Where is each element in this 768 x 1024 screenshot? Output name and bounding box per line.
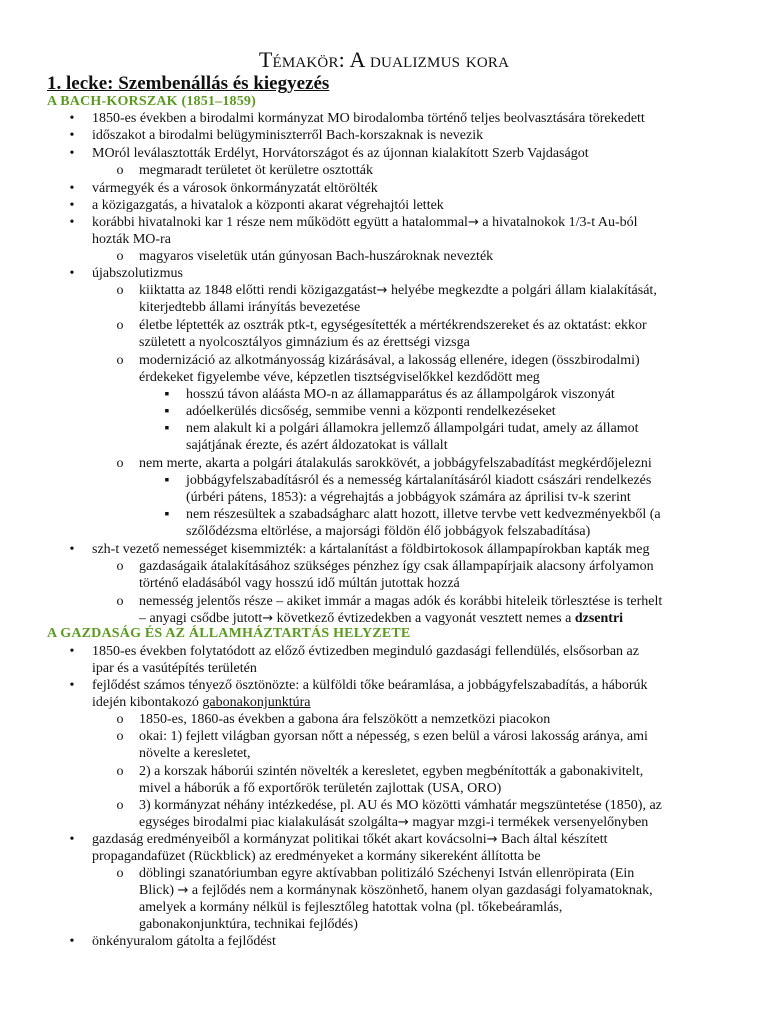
sub-bullet-icon [113,455,127,472]
arrow-icon: → [397,815,409,830]
nested-list-item-continuation: (úrbéri pátens, 1853): a végrehajtás a jobbágyok számára az áprilisi tv-k szerint [186,490,631,505]
sub-list-item-continuation: született a nyolcosztályos gimnázium és az érettségi vizsga [139,335,470,350]
arrow-icon: → [486,832,498,847]
square-bullet-icon [160,472,174,489]
arrow-icon: → [376,283,388,298]
list-item-continuation: hozták MO-ra [92,232,171,247]
sub-bullet-icon [113,763,127,780]
square-bullet-icon [160,420,174,437]
sub-bullet-icon [113,352,127,369]
lesson-heading: 1. lecke: Szembenállás és kiegyezés [47,73,330,94]
list-item: szh-t vezető nemességet kisemmizték: a kártalanítást a földbirtokosok állampapírokban kapták meg [92,542,650,557]
sub-list-item-continuation: egységes birodalmi piac kialakulását szolgálta→ magyar mzgi-i termékek versenyelőnyben [139,815,649,830]
nested-list-item: adóelkerülés dicsőség, semmibe venni a központi rendelkezéseket [186,404,556,419]
square-bullet-icon [160,403,174,420]
sub-bullet-icon [113,797,127,814]
sub-list-item: magyaros viseletük után gúnyosan Bach-huszároknak nevezték [139,249,494,264]
list-item: a közigazgatás, a hivatalok a központi akarat végrehajtói lettek [92,198,444,213]
section-heading-bach-era: A BACH-KORSZAK (1851–1859) [47,94,256,109]
bullet-icon [65,214,79,231]
bullet-icon [65,831,79,848]
sub-list-item: 3) kormányzat néhány intézkedése, pl. AU és MO közötti vámhatár megszüntetése (1850), az [139,798,662,813]
sub-list-item: modernizáció az alkotmányosság kizárásával, a lakosság ellenére, idegen (összbirodalmi) [139,353,640,368]
sub-list-item: okai: 1) fejlett világban gyorsan nőtt a népesség, s ezen belül a városi lakosság aránya, ami [139,729,648,744]
nested-list-item-continuation: sajátjának érezte, és azért áldozatokat is vállalt [186,438,448,453]
sub-bullet-icon [113,593,127,610]
sub-list-item-continuation: mivel a háborúk a fő exportőrök területén zajlottak (USA, ORO) [139,781,502,796]
bullet-icon [65,197,79,214]
sub-bullet-icon [113,865,127,882]
bullet-icon [65,265,79,282]
list-item: újabszolutizmus [92,266,183,281]
sub-bullet-icon [113,558,127,575]
sub-list-item: 1850-es, 1860-as években a gabona ára felszökött a nemzetközi piacokon [139,712,551,727]
sub-list-item-continuation: amelyek a kormány nélkül is fejlesztőleg hatottak volna (pl. tőkebeáramlás, [139,900,563,915]
sub-bullet-icon [113,248,127,265]
bullet-icon [65,541,79,558]
list-item: időszakot a birodalmi belügyminiszterről Bach-korszaknak is nevezik [92,128,484,143]
arrow-icon: → [177,883,189,898]
sub-bullet-icon [113,282,127,299]
list-item: MOról leválasztották Erdélyt, Horvátországot és az újonnan kialakított Szerb Vajdaságot [92,146,589,161]
bullet-icon [65,127,79,144]
square-bullet-icon [160,386,174,403]
sub-list-item: életbe léptették az osztrák ptk-t, egységesítették a mértékrendszereket és az oktatást: ekkor [139,318,647,333]
bullet-icon [65,643,79,660]
nested-list-item: jobbágyfelszabadításról és a nemesség kártalanításáról kiadott császári rendelkezés [186,473,652,488]
sub-list-item: kiiktatta az 1848 előtti rendi közigazgatást→ helyébe megkezdte a polgári állam kialakítását, [139,283,657,298]
sub-bullet-icon [113,162,127,179]
sub-list-item-continuation: növelte a keresletet, [139,746,251,761]
sub-list-item: gazdaságaik átalakításához szükséges pénzhez így csak állampapírjaik alacsony árfolyamon [139,559,654,574]
sub-list-item-continuation: kiterjedtebb állami irányítás bevezetése [139,300,361,315]
square-bullet-icon [160,506,174,523]
sub-list-item-continuation: gabonakonjunktúra, technikai fejlődés) [139,917,358,932]
sub-list-item-continuation: történő eladásából vagy hosszú idő múltán jutottak hozzá [139,576,460,591]
list-item: 1850-es években folytatódott az előző évtizedben meginduló gazdasági fellendülés, elsősorban az [92,644,639,659]
nested-list-item: hosszú távon aláásta MO-n az államapparátus és az állampolgárok viszonyát [186,387,615,402]
list-item-continuation: idején kibontakozó gabonakonjunktúra [92,695,311,710]
bullet-icon [65,677,79,694]
sub-list-item: megmaradt területet öt kerületre osztották [139,163,374,178]
key-term: gabonakonjunktúra [202,695,311,710]
sub-list-item: nemesség jelentős része – akiket immár a magas adók és korábbi hiteleik törlesztése is terhelt [139,594,663,609]
sub-list-item-continuation: érdekeket figyelembe véve, képzetlen tisztségviselőkkel kezdődött meg [139,370,540,385]
sub-list-item: 2) a korszak háborúi szintén növelték a keresletet, egyben megbénították a gabonakivitelt, [139,764,644,779]
sub-bullet-icon [113,711,127,728]
sub-list-item-continuation: – anyagi csődbe jutott→ következő évtizedekben a vagyonát vesztett nemes a dzsentri [139,611,624,626]
sub-bullet-icon [113,317,127,334]
bullet-icon [65,110,79,127]
list-item-continuation: ipar és a vasútépítés területén [92,661,257,676]
arrow-icon: → [467,215,479,230]
sub-list-item-continuation: Blick) → a fejlődés nem a kormánynak köszönhető, hanem olyan gazdasági folyamatoknak, [139,883,653,898]
sub-list-item: nem merte, akarta a polgári átalakulás sarokkövét, a jobbágyfelszabadítást megkérdőjelezni [139,456,652,471]
list-item: 1850-es években a birodalmi kormányzat MO birodalomba történő teljes beolvasztására törekedett [92,111,645,126]
bullet-icon [65,933,79,950]
list-item: korábbi hivatalnoki kar 1 része nem működött együtt a hatalommal→ a hivatalnokok 1/3-t Au-ból [92,215,638,230]
list-item: önkényuralom gátolta a fejlődést [92,934,276,949]
arrow-icon: → [262,611,274,626]
page-title: Témakör: A dualizmus kora [258,47,510,72]
nested-list-item: nem részesültek a szabadságharc alatt hozott, illetve tervbe vett kedvezményekből (a [186,507,661,522]
list-item: vármegyék és a városok önkormányzatát eltörölték [92,181,378,196]
bullet-icon [65,180,79,197]
sub-list-item: döblingi szanatóriumban egyre aktívabban politizáló Széchenyi István ellenröpirata (Ein [139,866,635,881]
section-heading-economy: A GAZDASÁG ÉS AZ ÁLLAMHÁZTARTÁS HELYZETE [47,626,411,641]
sub-bullet-icon [113,728,127,745]
bullet-icon [65,145,79,162]
list-item: fejlődést számos tényező ösztönözte: a külföldi tőke beáramlása, a jobbágyfelszabadítás, a háborúk [92,678,648,693]
nested-list-item: nem alakult ki a polgári államokra jellemző állampolgári tudat, amely az államot [186,421,639,436]
list-item-continuation: propagandafüzet (Rückblick) az eredményeket a kormány sikereként állította be [92,849,541,864]
nested-list-item-continuation: szőlődézsma eltörlése, a majorsági földön élő jobbágyok felszabadítása) [186,524,591,539]
list-item: gazdaság eredményeiből a kormányzat politikai tőkét akart kovácsolni→ Bach által készített [92,832,608,847]
key-term: dzsentri [574,611,624,626]
